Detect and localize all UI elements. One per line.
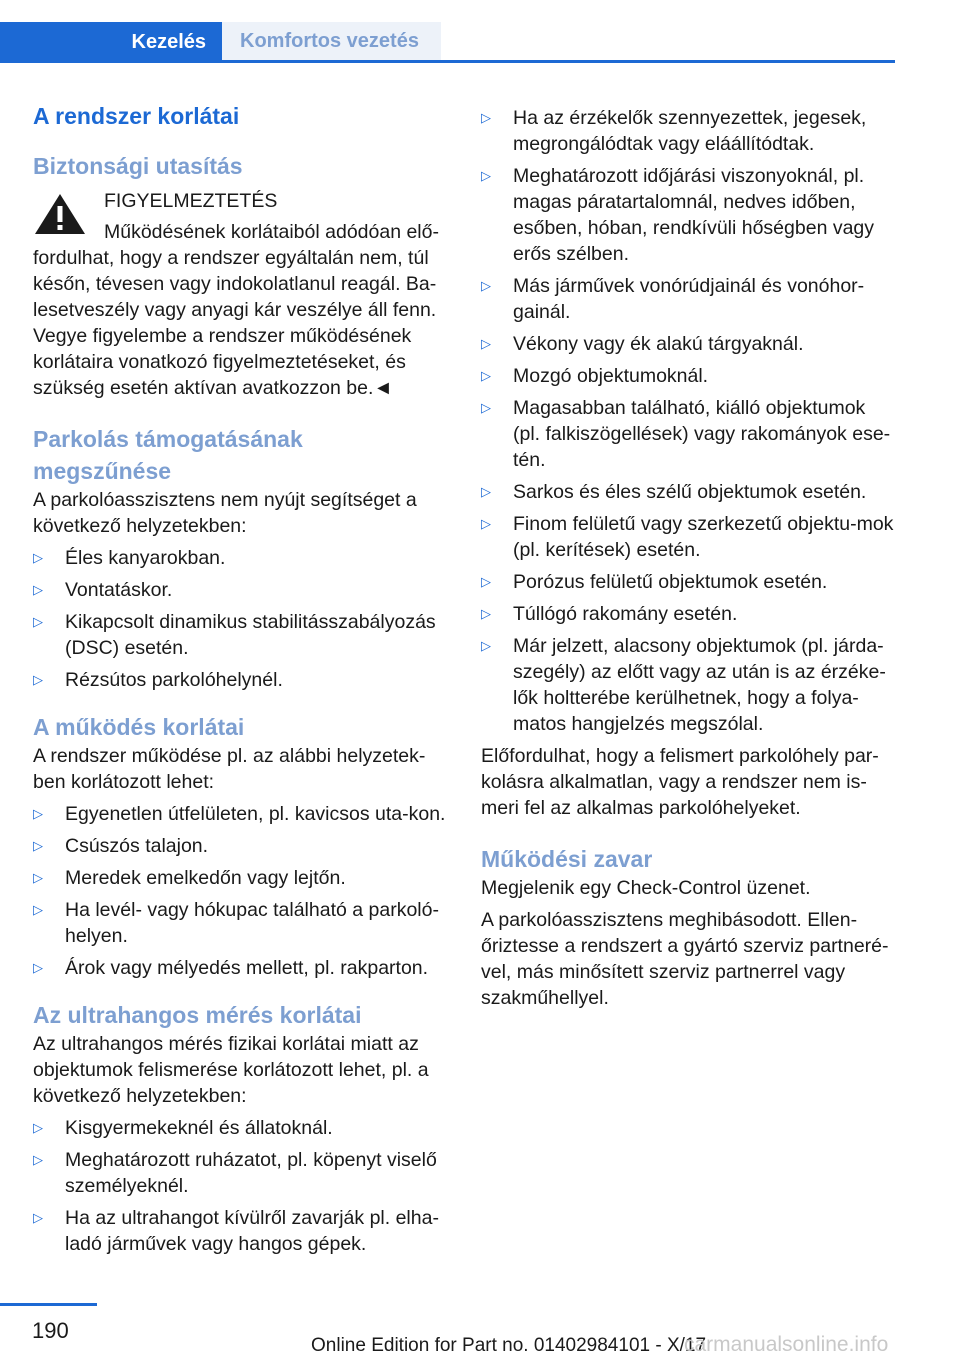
list-item: ▷ Már jelzett, alacsony objektumok (pl. járda-szegély) az előtt vagy az után is az érzéke-lők holtterébe kerülhetnek, hogy a folya-matos hangjelzés megszólal.	[481, 635, 886, 735]
list-item: ▷ Éles kanyarokban.	[33, 547, 226, 569]
list-item: ▷ Vontatáskor.	[33, 579, 173, 601]
safety-heading: Biztonsági utasítás	[33, 153, 243, 179]
list-item: ▷ Ha az ultrahangot kívülről zavarják pl. elha-ladó járművek vagy hangos gépek.	[33, 1207, 439, 1255]
triangle-bullet-icon: ▷	[481, 110, 491, 125]
triangle-bullet-icon: ▷	[33, 902, 43, 917]
list-item: ▷ Porózus felületű objektumok esetén.	[481, 571, 828, 593]
triangle-bullet-icon: ▷	[481, 336, 491, 351]
triangle-bullet-icon: ▷	[33, 960, 43, 975]
triangle-bullet-icon: ▷	[481, 400, 491, 415]
section3-intro: Az ultrahangos mérés fizikai korlátai miatt az objektumok felismerése korlátozott lehet, pl. a következő helyzetekben:	[33, 1033, 429, 1107]
edition-line: Online Edition for Part no. 01402984101 - X/17	[311, 1335, 707, 1356]
list-item: ▷ Magasabban található, kiálló objektumok (pl. falkiszögellések) vagy rakományok ese-tén.	[481, 397, 891, 471]
warning-text: fordulhat, hogy a rendszer egyáltalán nem, túl későn, tévesen vagy indokolatlanul reagál. Ba-lesetveszély vagy anyagi kár veszélye áll fenn. Vegye figyelembe a rendszer működésének korlátaira vonatkozó figyelmeztetéseket, és szükség esetén aktívan avatkozzon be.◄	[33, 247, 437, 399]
footer-rule	[0, 1303, 97, 1306]
list-item: ▷ Rézsútos parkolóhelynél.	[33, 669, 283, 691]
page-number: 190	[32, 1318, 69, 1343]
section3-list	[33, 1115, 447, 1257]
section3-heading: Az ultrahangos mérés korlátai	[33, 1002, 362, 1028]
list-item: ▷ Árok vagy mélyedés mellett, pl. rakparton.	[33, 957, 429, 979]
list-item: ▷ Kisgyermekeknél és állatoknál.	[33, 1117, 333, 1139]
tab-komfortos-vezetes: Komfortos vezetés	[222, 22, 441, 60]
list-item: ▷ Más járművek vonórúdjainál és vonóhor-gainál.	[481, 275, 865, 323]
warning-block	[33, 188, 447, 401]
section1-intro: A parkolóasszisztens nem nyújt segítséget a következő helyzetekben:	[33, 489, 417, 537]
triangle-bullet-icon: ▷	[481, 606, 491, 621]
triangle-bullet-icon: ▷	[481, 516, 491, 531]
triangle-bullet-icon: ▷	[33, 806, 43, 821]
triangle-bullet-icon: ▷	[481, 368, 491, 383]
tab-kezeles: Kezelés	[0, 22, 222, 63]
triangle-bullet-icon: ▷	[33, 1152, 43, 1167]
left-column	[33, 100, 447, 1263]
section1-list	[33, 545, 447, 693]
section2-intro: A rendszer működése pl. az alábbi helyzetek-ben korlátozott lehet:	[33, 745, 426, 793]
section1-heading: Parkolás támogatásának megszűnése	[33, 426, 303, 484]
triangle-bullet-icon: ▷	[481, 484, 491, 499]
list-item: ▷ Sarkos és éles szélű objektumok esetén.	[481, 481, 867, 503]
list-item: ▷ Vékony vagy ék alakú tárgyaknál.	[481, 333, 804, 355]
warning-text-first: Működésének korlátaiból adódóan elő-	[104, 221, 439, 243]
fault-heading: Működési zavar	[481, 846, 653, 872]
watermark: carmanualsonline.info	[684, 1333, 889, 1356]
list-item: ▷ Túllógó rakomány esetén.	[481, 603, 738, 625]
list-item: ▷ Mozgó objektumoknál.	[481, 365, 709, 387]
list-item: ▷ Meghatározott ruházatot, pl. köpenyt viselő személyeknél.	[33, 1149, 437, 1197]
list-item: ▷ Kikapcsolt dinamikus stabilitásszabályozás (DSC) esetén.	[33, 611, 436, 659]
fault-text-2: A parkolóasszisztens meghibásodott. Ellen-őriztesse a rendszert a gyártó szerviz partneré-vel, más minősített szerviz partnerrel vagy szakműhellyel.	[481, 909, 889, 1009]
triangle-bullet-icon: ▷	[33, 870, 43, 885]
section2-list	[33, 801, 447, 981]
section2-heading: A működés korlátai	[33, 714, 245, 740]
list-item: ▷ Egyenetlen útfelületen, pl. kavicsos uta-kon.	[33, 803, 446, 825]
triangle-bullet-icon: ▷	[33, 550, 43, 565]
section-title: A rendszer korlátai	[33, 103, 240, 129]
warning-triangle-icon	[33, 192, 87, 236]
triangle-bullet-icon: ▷	[33, 582, 43, 597]
triangle-bullet-icon: ▷	[33, 1120, 43, 1135]
list-item: ▷ Ha levél- vagy hókupac található a parkoló-helyen.	[33, 899, 439, 947]
limits-list	[481, 105, 897, 737]
list-item: ▷ Finom felületű vagy szerkezetű objektu-mok (pl. kerítések) esetén.	[481, 513, 894, 561]
header-rule	[0, 60, 895, 63]
triangle-bullet-icon: ▷	[33, 672, 43, 687]
list-item: ▷ Meghatározott időjárási viszonyoknál, pl. magas páratartalomnál, nedves időben, esőben, hóban, rendkívüli hőségben vagy erős szélben.	[481, 165, 875, 265]
fault-text-1: Megjelenik egy Check-Control üzenet.	[481, 877, 811, 899]
triangle-bullet-icon: ▷	[33, 1210, 43, 1225]
triangle-bullet-icon: ▷	[33, 838, 43, 853]
right-column	[481, 105, 897, 1011]
triangle-bullet-icon: ▷	[481, 638, 491, 653]
list-item: ▷ Csúszós talajon.	[33, 835, 209, 857]
triangle-bullet-icon: ▷	[481, 168, 491, 183]
parking-space-note: Előfordulhat, hogy a felismert parkolóhely par-kolásra alkalmatlan, vagy a rendszer nem is-meri fel az alkalmas parkolóhelyeket.	[481, 745, 879, 819]
warning-label: FIGYELMEZTETÉS	[104, 190, 278, 212]
list-item: ▷ Meredek emelkedőn vagy lejtőn.	[33, 867, 346, 889]
triangle-bullet-icon: ▷	[33, 614, 43, 629]
list-item: ▷ Ha az érzékelők szennyezettek, jegesek, megrongálódtak vagy eláállítódtak.	[481, 107, 867, 155]
triangle-bullet-icon: ▷	[481, 574, 491, 589]
triangle-bullet-icon: ▷	[481, 278, 491, 293]
